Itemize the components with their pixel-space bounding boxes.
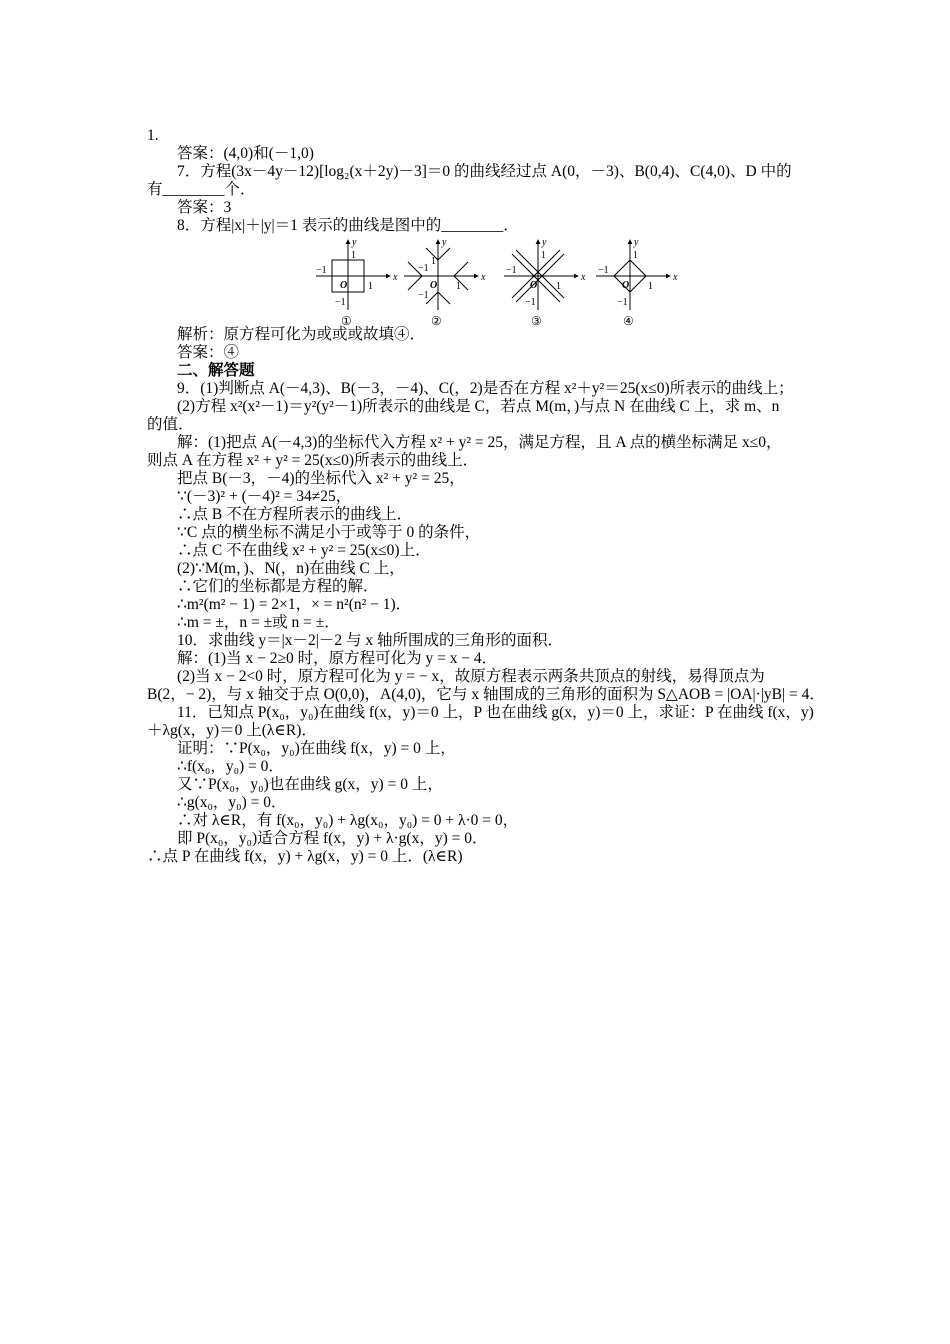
caption-2: ② [431,314,442,328]
proof-line: ∴对 λ∈R，有 f(x₀，y₀) + λg(x₀，y₀) = 0 + λ·0 = 0， [177,812,519,829]
proof-conclusion: ∴点 P 在曲线 f(x，y) + λg(x，y) = 0 上．(λ∈R) [147,848,463,865]
solution-line: (2)当 x − 2<0 时，原方程可化为 y = − x，故原方程表示两条共顶点的射线，易得顶点为 [177,668,765,685]
tick-label: 1 [351,250,356,261]
solution-line: ∴它们的坐标都是方程的解． [177,578,379,595]
analysis-line: 解析：原方程可化为或或或故填④． [177,326,426,343]
tick-label: 1 [633,250,638,261]
answer-line: 答案：3 [177,199,232,216]
solution-line: 解：(1)把点 A(－4,3)的坐标代入方程 x² + y² = 25，满足方程，且 A 点的横坐标满足 x≤0， [177,434,782,451]
origin-label: O [340,280,348,291]
origin-label: O [530,280,538,291]
curve-options-figure [308,236,678,328]
proof-line: 又∵P(x₀，y₀)也在曲线 g(x，y) = 0 上， [177,776,443,793]
caption-3: ③ [531,314,542,328]
solution-line: 把点 B(－3，－4)的坐标代入 x² + y² = 25， [177,470,465,487]
answer-line: 答案：(4,0)和(－1,0) [177,145,314,162]
graph-2 [404,237,486,328]
tick-label: −1 [598,265,609,276]
question-9: 9．(1)判断点 A(－4,3)、B(－3，－4)、C(，2)是否在方程 x²＋y²＝25(x≤0)所表示的曲线上； [177,380,794,397]
axis-x-label: x [393,272,398,283]
tick-label: 1 [541,250,546,261]
origin-label: O [430,280,438,291]
axis-x-label: x [481,272,486,283]
answer-line: 答案：④ [177,344,240,361]
tick-label: −1 [418,290,429,301]
solution-line: ∵(－3)² + (－4)² = 34≠25， [177,488,352,505]
tick-label: 1 [556,281,561,292]
axis-y-label: y [352,237,357,248]
solution-line: ∴m²(m² − 1) = 2×1，× = n²(n² − 1)． [177,596,412,613]
solution-line: ∴m = ±，n = ±或 n = ±． [177,614,340,631]
solution-line: 则点 A 在方程 x² + y² = 25(x≤0)所表示的曲线上． [147,452,479,469]
tick-label: −1 [418,263,429,274]
solution-line: (2)∵M(m，)、N(，n)在曲线 C 上， [177,560,405,577]
question-7: 7．方程(3x－4y－12)[log₂(x＋2y)－3]＝0 的曲线经过点 A(0，－3)、B(0,4)、C(4,0)、D 中的 [177,163,792,180]
question-9-cont: 的值． [147,416,194,433]
graph-3 [504,237,586,328]
question-9-part2: (2)方程 x²(x²－1)＝y²(y²－1)所表示的曲线是 C，若点 M(m，)与点 N 在曲线 C 上，求 m、n [177,398,780,415]
question-7-cont: 有________个． [147,181,256,198]
axis-x-label: x [673,272,678,283]
proof-line: 证明：∵P(x₀，y₀)在曲线 f(x，y) = 0 上， [177,740,456,757]
axis-y-label: y [542,237,547,248]
question-11-cont: ＋λg(x，y)＝0 上(λ∈R)． [147,722,317,739]
tick-label: −1 [316,265,327,276]
axis-x-label: x [581,272,586,283]
tick-label: −1 [335,297,346,308]
solution-line: B(2，− 2)，与 x 轴交于点 O(0,0)，A(4,0)，它与 x 轴围成的三角形的面积为 S△AOB = |OA|·|yB| = 4． [147,686,825,703]
proof-line: ∴f(x₀，y₀) = 0． [177,758,284,775]
graph-1 [316,237,398,328]
tick-label: −1 [506,265,517,276]
axis-y-label: y [634,237,639,248]
question-10: 10．求曲线 y＝|x－2|－2 与 x 轴所围成的三角形的面积． [177,632,563,649]
axis-y-label: y [442,237,447,248]
tick-label: −1 [617,297,628,308]
solution-line: ∴点 B 不在方程所表示的曲线上． [177,506,413,523]
solution-line: ∵C 点的横坐标不满足小于或等于 0 的条件， [177,524,481,541]
proof-line: ∴g(x₀，y₀) = 0． [177,794,287,811]
question-11: 11．已知点 P(x₀，y₀)在曲线 f(x，y)＝0 上，P 也在曲线 g(x，y)＝0 上，求证：P 在曲线 f(x，y) [177,704,814,721]
graph-4 [596,237,678,328]
tick-label: −1 [525,297,536,308]
text-line: 1. [147,127,159,144]
caption-4: ④ [623,314,634,328]
origin-label: O [622,280,630,291]
solution-line: 解：(1)当 x − 2≥0 时，原方程可化为 y = x − 4． [177,650,498,667]
tick-label: 1 [648,281,653,292]
question-8: 8．方程|x|＋|y|＝1 表示的曲线是图中的________． [177,217,519,234]
proof-line: 即 P(x₀，y₀)适合方程 f(x，y) + λ·g(x，y) = 0． [177,830,488,847]
tick-label: 1 [368,281,373,292]
tick-label: 1 [431,256,436,267]
section-heading: 二、解答题 [177,362,255,379]
caption-1: ① [341,314,352,328]
solution-line: ∴点 C 不在曲线 x² + y² = 25(x≤0)上． [177,542,431,559]
tick-label: 1 [456,281,461,292]
